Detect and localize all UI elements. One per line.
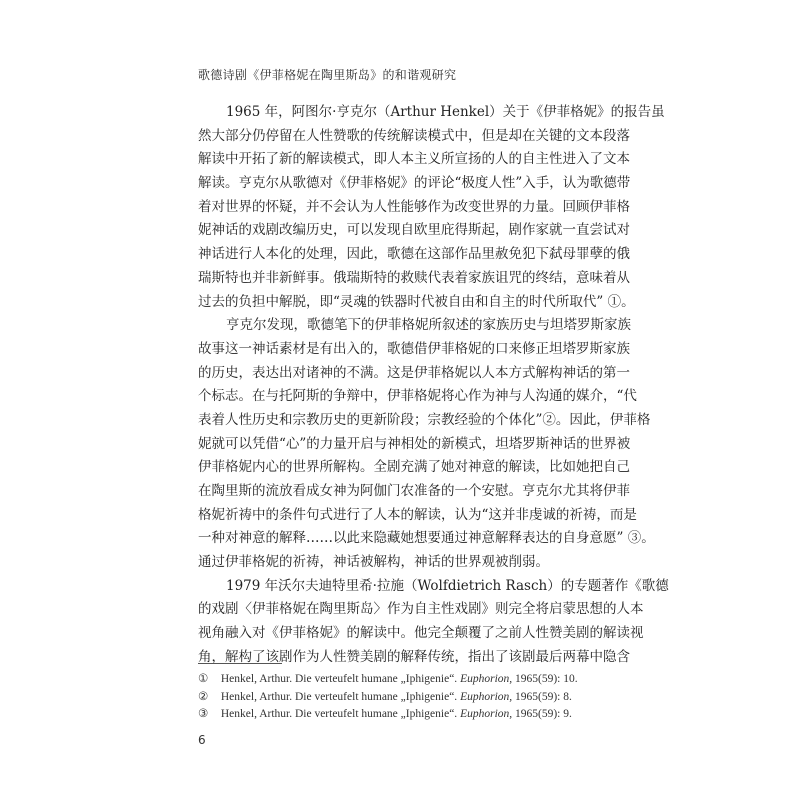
text-line: 表着人性历史和宗教历史的更新阶段；宗教经验的个体化”②。因此，伊菲格 [198, 411, 651, 428]
footnote-text: Henkel, Arthur. Die verteufelt humane „Iphigenie“. [220, 673, 458, 685]
page-number: 6 [198, 733, 206, 747]
footnote-number: ③ [198, 708, 209, 720]
text-line: 在陶里斯的流放看成女神为阿伽门农准备的一个安慰。亨克尔尤其将伊菲 [198, 483, 630, 499]
text-line: 着对世界的怀疑，并不会认为人性能够作为改变世界的力量。回顾伊菲格 [198, 198, 630, 215]
text-line: 神话进行人本化的处理，因此，歌德在这部作品里赦免犯下弑母罪孽的俄 [198, 246, 630, 263]
text-line: 解读。亨克尔从歌德对《伊菲格妮》的评论“极度人性”入手，认为歌德带 [198, 175, 631, 192]
text-line: 通过伊菲格妮的祈祷，神话被解构，神话的世界观被削弱。 [198, 554, 549, 571]
footnote-journal: Euphorion, [460, 708, 513, 720]
footnote-journal: Euphorion, [460, 673, 513, 685]
footnotes [198, 671, 604, 724]
text-line: 解读中开拓了新的解读模式，即人本主义所宣扬的人的自主性进入了文本 [198, 151, 630, 168]
text-line: 一种对神意的解释……以此来隐藏她想要通过神意解释表达的自身意愿” ③。 [198, 530, 655, 547]
footnote-ref: 1965(59): 10. [515, 673, 578, 685]
footnote-text: Henkel, Arthur. Die verteufelt humane „Iphigenie“. [220, 708, 458, 720]
footnote-journal: Euphorion, [460, 690, 513, 703]
text-line: 亨克尔发现，歌德笔下的伊菲格妮所叙述的家族历史与坦塔罗斯家族 [226, 317, 631, 334]
text-line: 1965 年，阿图尔·亨克尔（Arthur Henkel）关于《伊菲格妮》的报告虽 [226, 104, 665, 120]
text-line: 个标志。在与托阿斯的争辩中，伊菲格妮将心作为神与人沟通的媒介，“代 [198, 388, 637, 405]
text-line: 1979 年沃尔夫迪特里希·拉施（Wolfdietrich Rasch）的专题著作《歌德 [226, 577, 669, 594]
text-line: 故事这一神话素材是有出入的，歌德借伊菲格妮的口来修正坦塔罗斯家族 [198, 340, 630, 357]
footnote [198, 706, 604, 724]
text-line: 瑞斯特也并非新鲜事。俄瑞斯特的救赎代表着家族诅咒的终结，意味着从 [198, 269, 630, 286]
footnote [198, 671, 604, 689]
text-line: 然大部分仍停留在人性赞歌的传统解读模式中，但是却在关键的文本段落 [198, 127, 630, 144]
text-line: 视角融入对《伊菲格妮》的解读中。他完全颠覆了之前人性赞美剧的解读视 [198, 625, 644, 642]
running-header: 歌德诗剧《伊菲格妮在陶里斯岛》的和谐观研究 [198, 68, 457, 82]
body-text [198, 101, 669, 670]
text-line: 的戏剧〈伊菲格妮在陶里斯岛〉作为自主性戏剧》则完全将启蒙思想的人本 [198, 601, 644, 618]
text-line: 格妮祈祷中的条件句式进行了人本的解读，认为“这并非虔诚的祈祷，而是 [198, 506, 637, 523]
footnote-number: ② [198, 690, 209, 703]
footnote [198, 689, 604, 707]
text-line: 角，解构了该剧作为人性赞美剧的解释传统，指出了该剧最后两幕中隐含 [198, 648, 630, 665]
text-line: 妮就可以凭借“心”的力量开启与神相处的新模式，坦塔罗斯神话的世界被 [198, 435, 631, 452]
footnote-ref: 1965(59): 8. [515, 690, 572, 703]
footnote-divider [198, 663, 282, 664]
text-line: 过去的负担中解脱，即“灵魂的铁器时代被自由和自主的时代所取代” ①。 [198, 293, 635, 310]
footnote-number: ① [198, 673, 209, 685]
text-line: 的历史，表达出对诸神的不满。这是伊菲格妮以人本方式解构神话的第一 [198, 364, 630, 381]
text-line: 伊菲格妮内心的世界所解构。全剧充满了她对神意的解读，比如她把自己 [198, 459, 630, 476]
text-line: 妮神话的戏剧改编历史，可以发现自欧里庇得斯起，剧作家就一直尝试对 [198, 222, 630, 239]
footnote-ref: 1965(59): 9. [515, 708, 572, 720]
footnote-text: Henkel, Arthur. Die verteufelt humane „Iphigenie“. [220, 690, 458, 703]
